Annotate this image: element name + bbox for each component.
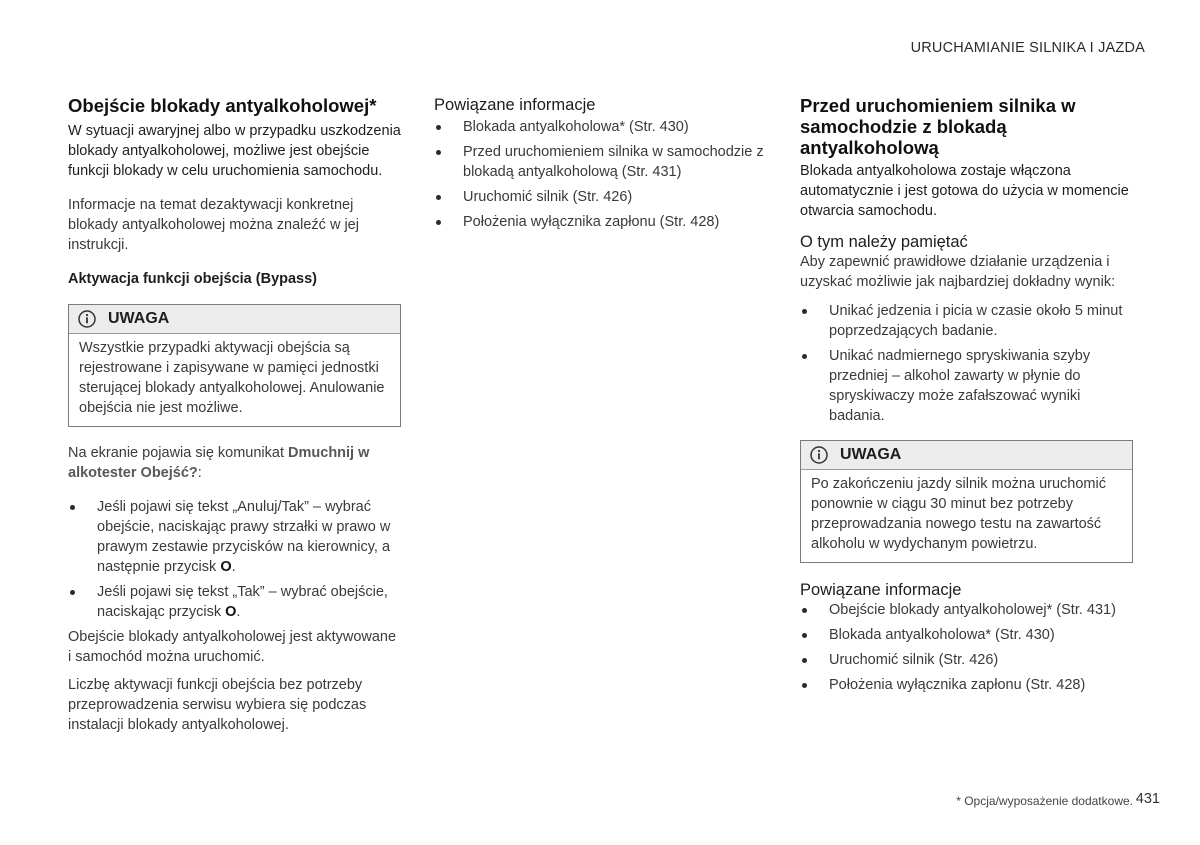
note-title: UWAGA [840,446,902,463]
related-link[interactable]: Położenia wyłącznika zapłonu (Str. 428) [434,212,769,232]
note-title: UWAGA [108,310,170,327]
note-box [68,304,401,427]
related-link[interactable]: Blokada antyalkoholowa* (Str. 430) [800,625,1133,645]
related-link[interactable]: Uruchomić silnik (Str. 426) [800,650,1133,670]
related-link[interactable]: Położenia wyłącznika zapłonu (Str. 428) [800,675,1133,695]
step-end: . [231,559,236,575]
page-number: 431 [1135,791,1160,807]
bypass-steps-list [68,497,401,622]
list-item [68,497,401,577]
step-text: Jeśli pojawi się tekst „Anuluj/Tak” – wybrać obejście, naciskając prawy strzałki w prawo w prawym zestawie przycisków na kierownicy, a następnie przycisk [97,499,391,575]
related-link[interactable]: Uruchomić silnik (Str. 426) [434,187,769,207]
column-right [800,95,1133,695]
related-heading: Powiązane informacje [800,581,962,599]
message-paragraph [68,443,401,483]
note-header [801,441,1132,470]
section-heading: Obejście blokady antyalkoholowej* [68,95,377,116]
related-links-list [434,117,769,232]
list-item: Unikać nadmiernego spryskiwania szyby przedniej – alkohol zawarty w płynie do spryskiwaczy może zafałszować wyniki badania. [800,346,1133,426]
list-item [68,582,401,622]
button-key: O [220,559,232,575]
step-text: Jeśli pojawi się tekst „Tak” – wybrać obejście, naciskając przycisk [97,584,388,620]
step-end: . [236,604,241,620]
tips-list [800,301,1133,426]
footnote: * Opcja/wyposażenie dodatkowe. [956,794,1133,808]
related-links-list [800,600,1133,695]
sub-intro-paragraph: Aby zapewnić prawidłowe działanie urządzenia i uzyskać możliwie jak najbardziej dokładny wynik: [800,254,1116,290]
intro-paragraph: Blokada antyalkoholowa zostaje włączona automatycznie i jest gotowa do użycia w momencie otwarcia samochodu. [800,163,1129,219]
message-keyword: Dmuchnij w alkotester Obejść? [68,445,370,481]
related-link[interactable]: Przed uruchomieniem silnika w samochodzie z blokadą antyalkoholową (Str. 431) [434,142,769,182]
count-paragraph: Liczbę aktywacji funkcji obejścia bez potrzeby przeprowadzenia serwisu wybiera się podczas instalacji blokady antyalkoholowej. [68,677,367,733]
related-link[interactable]: Blokada antyalkoholowa* (Str. 430) [434,117,769,137]
message-prefix: Na ekranie pojawia się komunikat [68,445,289,461]
subheading: O tym należy pamiętać [800,233,968,251]
button-key: O [225,604,237,620]
note-box [800,440,1133,563]
column-left [68,95,401,735]
info-paragraph: Informacje na temat dezaktywacji konkretnej blokady antyalkoholowej można znaleźć w jej instrukcji. [68,197,359,253]
note-header [69,305,400,334]
section-heading: Przed uruchomieniem silnika w samochodzie z blokadą antyalkoholową [800,95,1076,158]
message-suffix: : [197,465,202,481]
subheading: Aktywacja funkcji obejścia (Bypass) [68,271,318,287]
column-middle [434,95,769,232]
note-text: Po zakończeniu jazdy silnik można uruchomić ponownie w ciągu 30 minut bez potrzeby przeprowadzania nowego testu na zawartość alkoholu w wydychanym powietrzu. [811,476,1106,552]
related-link[interactable]: Obejście blokady antyalkoholowej* (Str. 431) [800,600,1133,620]
running-header: URUCHAMIANIE SILNIKA I JAZDA [910,40,1145,56]
note-text: Wszystkie przypadki aktywacji obejścia są rejestrowane i zapisywane w pamięci jednostki sterującej blokady antyalkoholowej. Anulowanie obejścia nie jest możliwe. [79,340,385,416]
list-item: Unikać jedzenia i picia w czasie około 5 minut poprzedzających badanie. [800,301,1133,341]
info-icon [78,310,96,328]
related-heading: Powiązane informacje [434,96,596,114]
result-paragraph: Obejście blokady antyalkoholowej jest aktywowane i samochód można uruchomić. [68,629,397,665]
info-icon [810,446,828,464]
intro-paragraph: W sytuacji awaryjnej albo w przypadku uszkodzenia blokady antyalkoholowej, możliwe jest obejście funkcji blokady w celu uruchomienia samochodu. [68,123,401,179]
